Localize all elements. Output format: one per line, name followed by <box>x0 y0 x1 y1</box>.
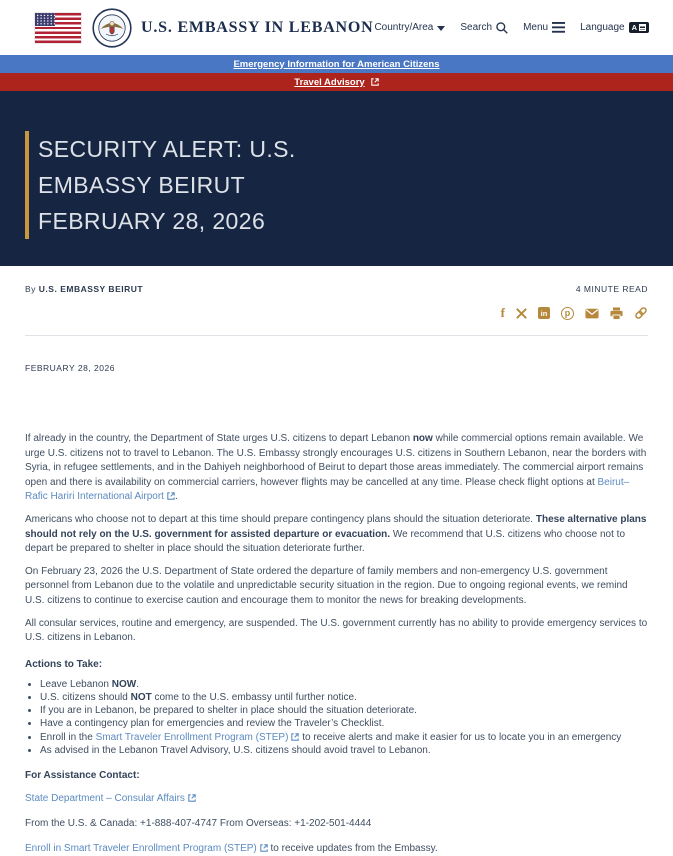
paragraph-text: If already in the country, the Department of State urges U.S. citizens to depart Lebanon <box>25 433 413 444</box>
language-button[interactable] <box>580 22 649 33</box>
utility-nav <box>374 22 649 34</box>
byline <box>25 284 143 294</box>
consular-affairs-link[interactable] <box>25 793 196 804</box>
step-enroll-link[interactable] <box>96 732 300 743</box>
page-title: SECURITY ALERT: U.S. EMBASSY BEIRUT FEBRUARY 28, 2026 <box>25 131 337 239</box>
external-link-icon <box>167 492 175 500</box>
list-item <box>40 691 648 704</box>
external-link-icon <box>371 78 379 86</box>
embassy-seal-icon <box>92 8 132 48</box>
search-button[interactable] <box>460 22 508 34</box>
list-text: to receive alerts and make it easier for us to locate you in an emergency <box>299 731 622 743</box>
link-text: Smart Traveler Enrollment Program (STEP) <box>95 731 289 743</box>
paragraph-text: Americans who choose not to depart at this time should prepare contingency plans should the situation deteriorate. <box>25 513 536 525</box>
step-updates-link[interactable] <box>25 843 268 854</box>
language-icon: A <box>629 22 649 33</box>
list-item <box>40 678 648 691</box>
hero <box>0 91 673 266</box>
copy-link-icon[interactable] <box>634 306 648 320</box>
list-item: • As advised in the Lebanon Travel Advisory, U.S. citizens should avoid travel to Lebanon. <box>40 744 648 757</box>
paragraph-text: . <box>174 491 178 503</box>
linkedin-icon[interactable]: in <box>538 307 550 319</box>
site-header <box>0 0 673 55</box>
list-item: • Have a contingency plan for emergencies and review the Traveler’s Checklist. <box>40 717 648 730</box>
country-area-menu[interactable] <box>374 22 445 33</box>
list-text: Enroll in the <box>40 731 96 743</box>
list-text: come to the U.S. embassy until further notice. <box>151 691 357 703</box>
read-time: 4 MINUTE READ <box>575 284 648 294</box>
consular-affairs-line <box>25 792 648 806</box>
publish-date: FEBRUARY 28, 2026 <box>25 363 115 373</box>
search-label: Search <box>460 22 493 33</box>
paragraph-text: while commercial options remain available. We urge U.S. citizens not to travel to Lebanon. The U.S. Embassy strongly encourages U.S. citizens in Southern Lebanon, near the borders with Syria, in refugee settlements, and in the Dahiyeh neighborhood of Beirut to depart those areas immediately. The commercial airport remains open and there is availability on commercial carriers, however flights may be cancelled at any time. Please check flight options at <box>25 433 647 488</box>
actions-heading: Actions to Take: <box>25 658 103 670</box>
menu-button[interactable] <box>523 22 565 33</box>
country-area-label: Country/Area <box>374 22 434 33</box>
site-title: U.S. EMBASSY IN LEBANON <box>141 18 374 36</box>
language-label: Language <box>580 22 625 33</box>
link-text: Enroll in Smart Traveler Enrollment Program (STEP) <box>25 842 257 854</box>
travel-advisory-label: Travel Advisory <box>294 76 365 88</box>
paragraph-text: We recommend that U.S. citizens who choose not to depart be prepared to shelter in place should the situation deteriorate further. <box>25 528 626 555</box>
search-icon <box>496 22 508 34</box>
external-link-icon <box>188 794 196 802</box>
bold-text: NOT <box>130 691 152 703</box>
byline-author[interactable]: U.S. EMBASSY BEIRUT <box>38 284 144 294</box>
step-updates-line <box>25 842 648 856</box>
pinterest-icon[interactable]: p <box>561 307 574 320</box>
brand-home-link[interactable] <box>35 8 374 48</box>
bold-text: NOW <box>111 678 137 690</box>
share-row <box>25 305 648 321</box>
assistance-heading: For Assistance Contact: <box>25 769 140 781</box>
list-text: . <box>136 678 139 690</box>
list-item <box>40 731 648 744</box>
x-twitter-icon[interactable] <box>516 308 527 319</box>
article <box>0 284 673 856</box>
email-icon[interactable] <box>585 308 599 319</box>
facebook-icon[interactable]: f <box>500 305 505 320</box>
us-flag-icon <box>35 13 81 43</box>
list-text: U.S. citizens should <box>40 691 131 703</box>
paragraph-4: All consular services, routine and emergency, are suspended. The U.S. government currently has no ability to provide emergency services to U.S. citizens in Lebanon. <box>25 617 648 644</box>
travel-advisory-banner <box>0 73 673 91</box>
link-text: Beirut–Rafic Hariri International Airport <box>25 476 630 503</box>
byline-row <box>25 284 648 294</box>
emergency-banner <box>0 55 673 73</box>
actions-list <box>40 678 648 757</box>
phone-numbers: From the U.S. & Canada: +1-888-407-4747 From Overseas: +1-202-501-4444 <box>25 817 372 829</box>
byline-prefix: By <box>25 284 36 294</box>
external-link-icon <box>260 844 268 852</box>
emergency-info-link[interactable]: Emergency Information for American Citizens <box>233 58 440 70</box>
bold-text: These alternative plans should not rely on the U.S. government for assisted departure or evacuation. <box>25 513 647 540</box>
paragraph-3: On February 23, 2026 the U.S. Department of State ordered the departure of family members and non-emergency U.S. government personnel from Lebanon due to the volatile and unpredictable security situation in the region. Due to ongoing regional events, we remind U.S. citizens to continue to exercise caution and encourage them to monitor the news for breaking developments. <box>25 565 628 606</box>
bold-text: now <box>412 433 433 444</box>
divider <box>25 335 648 336</box>
body-copy <box>25 432 648 856</box>
list-text: Leave Lebanon <box>40 678 112 690</box>
paragraph-1 <box>25 432 648 505</box>
travel-advisory-link[interactable] <box>294 77 378 88</box>
menu-icon <box>552 22 565 33</box>
menu-label: Menu <box>523 22 549 33</box>
chevron-down-icon <box>437 26 445 31</box>
print-icon[interactable] <box>610 307 623 320</box>
paragraph-2 <box>25 513 648 557</box>
list-item: • If you are in Lebanon, be prepared to shelter in place should the situation deteriorate. <box>40 704 648 717</box>
contact-text: to receive updates from the Embassy. <box>267 842 438 854</box>
link-text: State Department – Consular Affairs <box>25 792 185 804</box>
